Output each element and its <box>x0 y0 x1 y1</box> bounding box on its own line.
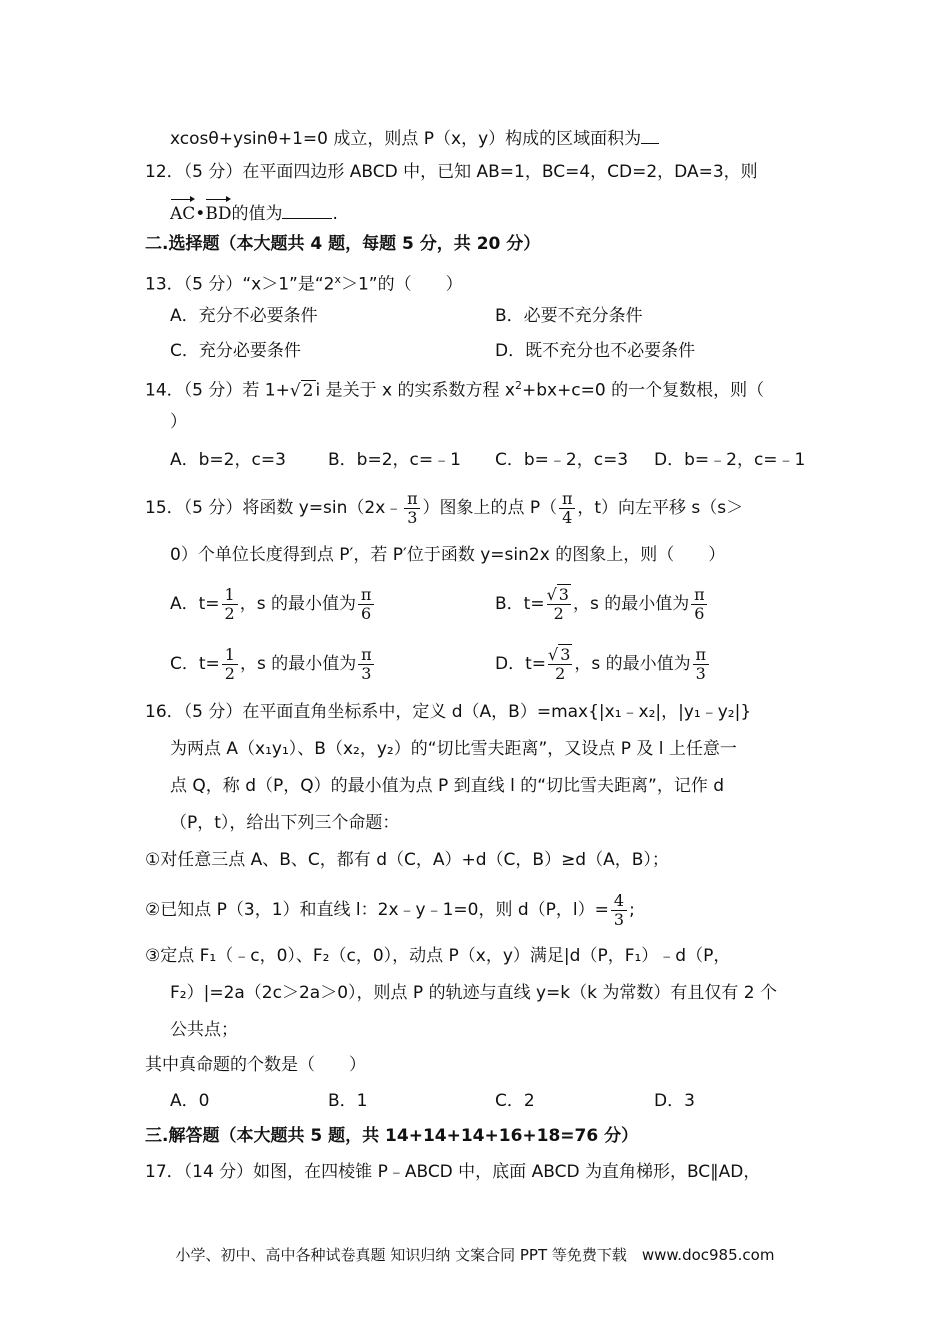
q15-option-d <box>495 644 711 684</box>
q15-stem <box>145 488 743 528</box>
frac-numerator: π <box>694 584 705 604</box>
sqrt-symbol: √ 2 <box>289 380 314 401</box>
q14-option-c: C．b=﹣2，c=3 <box>495 450 629 470</box>
fraction-pi-over-4 <box>559 490 575 527</box>
q15-post: ，t）向左平移 s（s＞ <box>577 498 744 518</box>
q15-mid: ）图象上的点 P（ <box>422 498 558 518</box>
q13-option-c: C．充分必要条件 <box>170 341 301 361</box>
q16-line3: 点 Q，称 d（P，Q）的最小值为点 P 到直线 l 的“切比雪夫距离”，记作 d <box>170 776 725 796</box>
section-3-heading: 三.解答题（本大题共 5 题，共 14+14+14+16+18=76 分） <box>145 1126 639 1146</box>
q14-sup: 2 <box>514 379 522 392</box>
q15-pre: 15．（5 分）将函数 y=sin（2x﹣ <box>145 498 403 518</box>
page-footer: 小学、初中、高中各种试卷真题 知识归纳 文案合同 PPT 等免费下载 www.doc985.com <box>175 1246 775 1264</box>
fraction-4-over-3 <box>611 892 627 929</box>
fraction-s <box>358 646 374 683</box>
frac-denominator: 3 <box>693 664 709 683</box>
q17-stem: 17．（14 分）如图，在四棱锥 P﹣ABCD 中，底面 ABCD 为直角梯形，BC∥AD， <box>145 1162 761 1182</box>
q16-proposition-3-line1: ③定点 F₁（﹣c，0）、F₂（c，0），动点 P（x，y）满足|d（P，F₁）﹣d（P， <box>145 946 731 966</box>
q14-pre: 14．（5 分）若 1+ <box>145 380 290 401</box>
q11-continuation <box>170 126 659 151</box>
q12-tail: 的值为 <box>231 204 283 224</box>
fraction-s <box>693 646 709 683</box>
frac-numerator: 1 <box>224 584 235 604</box>
answer-blank <box>641 126 659 144</box>
frac-denominator: 6 <box>358 604 374 623</box>
opt-mid: ，s 的最小值为 <box>574 654 691 674</box>
q14-option-a: A．b=2，c=3 <box>170 450 286 470</box>
fraction-s <box>691 586 707 623</box>
frac-denominator: 2 <box>222 664 238 683</box>
sqrt-radicand: 2 <box>302 380 314 401</box>
fraction-pi-over-3 <box>404 490 420 527</box>
frac-denominator: 3 <box>358 664 374 683</box>
sqrt-radicand: 3 <box>560 644 571 664</box>
frac-numerator: π <box>561 488 573 508</box>
frac-numerator <box>547 586 571 604</box>
frac-numerator: 1 <box>224 644 235 664</box>
fraction-s <box>358 586 374 623</box>
q15-option-a <box>170 584 376 624</box>
dot-operator: • <box>195 204 206 224</box>
frac-denominator: 6 <box>691 604 707 623</box>
sqrt-symbol: √ 3 <box>548 644 571 664</box>
opt-mid: ，s 的最小值为 <box>572 594 690 614</box>
q14-post2: +bx+c=0 的一个复数根，则（ <box>521 380 765 401</box>
q16-proposition-3-line2: F₂）|=2a（2c＞2a＞0），则点 P 的轨迹与直线 y=k（k 为常数）有且仅有 2 个 <box>170 983 777 1003</box>
opt-pre: D．t= <box>495 654 546 674</box>
section-2-heading: 二.选择题（本大题共 4 题，每题 5 分，共 20 分） <box>145 234 541 254</box>
q14-post: i 是关于 x 的实系数方程 x <box>315 380 515 401</box>
q14-option-b: B．b=2，c=﹣1 <box>328 450 461 470</box>
opt-pre: B．t= <box>495 594 545 614</box>
q13-option-d: D．既不充分也不必要条件 <box>495 341 696 361</box>
frac-denominator: 2 <box>548 664 572 683</box>
q15-line2: 0）个单位长度得到点 P′，若 P′位于函数 y=sin2x 的图象上，则（ ） <box>170 545 726 565</box>
q16-option-d: D．3 <box>654 1091 695 1111</box>
frac-denominator: 3 <box>404 508 420 527</box>
fraction-t <box>222 586 238 623</box>
sqrt-radicand: 3 <box>558 584 569 604</box>
frac-denominator: 4 <box>559 508 575 527</box>
q16-proposition-3-line3: 公共点； <box>170 1020 238 1040</box>
q15-option-b <box>495 584 709 624</box>
answer-blank <box>282 201 332 219</box>
vector-ac: AC <box>170 196 195 226</box>
q12-end: . <box>332 204 338 224</box>
opt-mid: ，s 的最小值为 <box>239 654 357 674</box>
q16-line2: 为两点 A（x₁y₁）、B（x₂，y₂）的“切比雪夫距离”，又设点 P 及 l 上任意一 <box>170 739 737 759</box>
sqrt-symbol: √ 3 <box>546 584 569 604</box>
q16-option-b: B．1 <box>328 1091 368 1111</box>
q14-stem <box>145 374 764 403</box>
q13-stem-b: ＞1”的（ ） <box>340 274 463 295</box>
opt-mid: ，s 的最小值为 <box>239 594 356 614</box>
q11-text: xcosθ+ysinθ+1=0 成立，则点 P（x，y）构成的区域面积为 <box>170 129 642 149</box>
prop2-pre: ②已知点 P（3，1）和直线 l：2x﹣y﹣1=0，则 d（P，l）= <box>145 900 609 920</box>
opt-pre: A．t= <box>170 594 220 614</box>
q16-option-c: C．2 <box>495 1091 535 1111</box>
q13-stem-a: 13．（5 分）“x＞1”是“2 <box>145 274 335 295</box>
prop2-end: ; <box>629 900 635 920</box>
q15-option-c <box>170 644 376 684</box>
fraction-t <box>222 646 238 683</box>
q13-option-b: B．必要不充分条件 <box>495 306 643 326</box>
q13-option-a: A．充分不必要条件 <box>170 306 318 326</box>
q16-ask: 其中真命题的个数是（ ） <box>145 1055 366 1075</box>
vector-bd: BD <box>205 196 231 226</box>
frac-numerator: 4 <box>613 890 625 910</box>
frac-numerator <box>548 646 572 664</box>
frac-numerator: π <box>361 644 372 664</box>
fraction-t <box>547 586 571 623</box>
q13-stem <box>145 268 463 297</box>
frac-denominator: 2 <box>222 604 238 623</box>
opt-pre: C．t= <box>170 654 220 674</box>
q16-proposition-2 <box>145 890 635 930</box>
q13-sup: x <box>334 273 341 286</box>
q14-option-d: D．b=﹣2，c=﹣1 <box>654 450 806 470</box>
q16-option-a: A．0 <box>170 1091 210 1111</box>
q12-line1: 12．（5 分）在平面四边形 ABCD 中，已知 AB=1，BC=4，CD=2，DA=3，则 <box>145 162 758 182</box>
fraction-t <box>548 646 572 683</box>
frac-denominator: 3 <box>611 910 627 929</box>
q16-line4: （P，t），给出下列三个命题： <box>170 813 400 833</box>
q12-line2 <box>170 196 338 226</box>
frac-numerator: π <box>695 644 706 664</box>
frac-denominator: 2 <box>547 604 571 623</box>
frac-numerator: π <box>360 584 372 604</box>
q14-close: ） <box>170 412 187 432</box>
q16-proposition-1: ①对任意三点 A、B、C，都有 d（C，A）+d（C，B）≥d（A，B）； <box>145 850 669 870</box>
q16-line1: 16．（5 分）在平面直角坐标系中，定义 d（A，B）=max{|x₁﹣x₂|，|y₁﹣y₂|} <box>145 702 752 722</box>
frac-numerator: π <box>407 488 418 508</box>
